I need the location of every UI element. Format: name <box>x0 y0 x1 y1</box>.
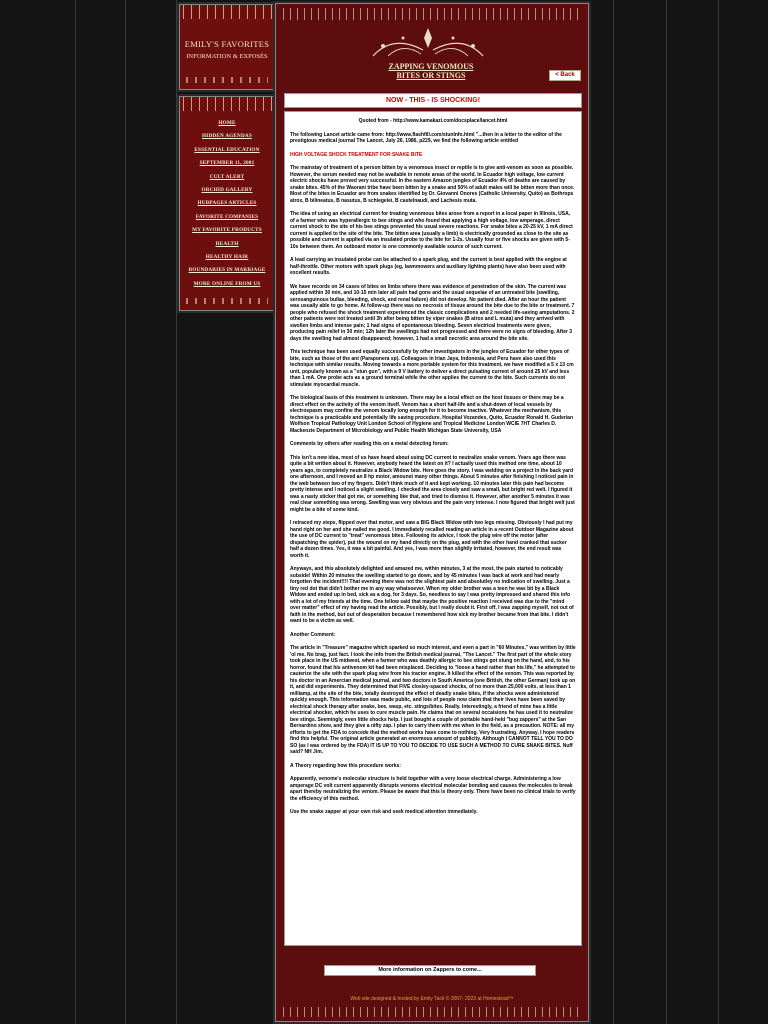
nav-link[interactable]: HEALTHY HAIR <box>205 254 249 261</box>
nav-link[interactable]: HEALTH <box>215 240 239 247</box>
nav-link[interactable]: SEPTEMBER 11, 2001 <box>199 160 255 167</box>
article-paragraph: Comments by others after reading this on a metal detecting forum: <box>290 441 449 447</box>
article-paragraph: The following Lancet article came from: http://www.flashfill.com/stunInfo.html "...then in a letter to the editor of the prestigious medical journal The Lancet, July 26, 1986, p229, we find the following article entitled <box>290 131 562 144</box>
nav-link[interactable]: HOME <box>218 120 236 126</box>
article-paragraph: The mainstay of treatment of a person bitten by a venomous insect or reptile is to give anti-venom as soon as possible. However, the serum needed may not be available in remote areas of the world. In Ecuador high voltage, low current electric shocks have proved very successful. In the eastern Amazon jungles of Ecuador 4% of deaths are caused by snake bites. 45% of the Waorani tribe have been bitten by a snake and 50% of adult males will be bitten more than once. Most of the bites in Ecuador are from snakes identified by Dr. Giovanni Onores (Catholic University, Quito) as Bothrops atrox, B bilineatus, B nasutus, B schlegelei, B castelnaudi, and Lachesis muta. <box>290 165 575 204</box>
nav-link[interactable]: HIDDEN AGENDAS <box>202 133 252 140</box>
ornament-dots <box>186 298 268 304</box>
nav-link[interactable]: MORE ONLINE FROM US <box>193 280 261 287</box>
article-paragraph: The article in "Treasure" magazine which sparked so much interest, and even a part in "60 Minutes," was written by little 'ol me. No brag, just fact. I took the info from the British medical journal, "The Lancet." The first part of the whole story took place in the US midwest, when a farmer who was deathly allergic to bee stings got stung on the hand, and, to his horror, found that his antivenom kit had been misplaced. Deciding to "loose a hand rather than his life," he attempted to cauterize the site with the spark plug wire from his tractor engine. It killed the effect of the venom. This was reported by his doctor in an Amercian medical journal, and two doctors in South America (one British, the other German) took up on it, and did experiments. They determined that FIVE closley-spaced shocks, of no more than 25,000 volts, at less than 1 milliamp, at the site of the bite, totally destroyed the effect of deadly snake bites, if the shocks were administered quickly enough. This information was made public, and lots of people now claim that their lives have been saved by electrical shock therapy after snake, bee, wasp, etc. stings/bites. Really. Interestingly, a friend of mine has a little electrical shocker, which he uses to cure muscle pain. He claims that on several occaisions he has used it to neutralize bee stings. Seemingly, even little shocks help. I just bought a couple of portable hand-held "bug zappers" at the San Bernardino show, and they give a nifty zap. I plan to carry them with me when in the field, as a precaution. NOTE: all my efforts to get the FDA to concede that the method works have come to nothing. Very frustrating. Anyway, I hope readers find this helpful. The original article generated an enormous amount of publicity. Although I CANNOT TELL YOU TO DO SO (as I was ordered by the FDA) IT IS UP TO YOU TO DECIDE TO USE SUCH A METHOD TO CURE SNAKE BITES. Nuff said? NH Jim. <box>290 645 576 755</box>
article-paragraph: The biological basis of this treatment is unknown. There may be a local effect on the host tissues or there may be a direct effect on the activity of the venom itself. Venom has a short half-life and a shut-down of local vessels by electrospasm may confine the venom locally long enough for it to become inactive. Whatever the mechanism, this technique is a practicable and potentially life saving procedure. Hospital Vozandes, Quito, Ecuador Ronald H. Guderian Wolfson Tropical Pathology Unit London School of Hygiene and Tropical Medicine London WCIE 7HT Charles D. Mackenzie Department of Microbiology and Public Health Michigan State University, USA <box>290 395 574 434</box>
article-paragraph: We have records on 34 cases of bites on limbs where there was evidence of penetration of the skin. The current was applied within 30 min, and 10-15 min later all pain had gone and the usual sequelae of an untreated bite (swelling, serosanguinous bullae, bleeding, shock, and renal failure) did not develop. No patient died. After an hour the patient was usually able to go home. At follow-up there was no necrosis of tissue around the bite due to the bite or treatment. 7 people who refused the shock treatment experienced the classic complications and 2 needed life-saving amputations. 2 other patients were not treated until 3h after being bitten by viper snakes (B atrox and L muta) and they arrived with swollen limbs and intense pain; 1 had signs of spontaneous bleeding. Seven electrical treatments were given, producing pain relief in 30 min; 12h later the swellings had not progressed and there were no signs of bleeding. After 3 days the swelling had almost disappeared; however, 1 had a small necrotic area around the bite site. <box>290 283 575 342</box>
nav-link[interactable]: HUBPAGES ARTICLES <box>197 200 257 207</box>
sidebar <box>179 4 275 311</box>
nav-link[interactable]: FAVORITE COMPANIES <box>195 213 259 220</box>
article-paragraph: I retraced my steps, flipped over that motor, and saw a BIG Black Widow with two legs missing. Obviously I had put my hand right on her and she nailed me good. I immediately recalled reading an article in a recent Outdoor Magazine about the use of DC current to "treat" venomous bites. Following its advice, I took the plug wire off the motor (after dispatching the spider), put the wound on my hand directly on the plug, and with the other hand cranked that sucker half a dozen times. Yes, it was a bit painful. And yes, I was more than slightly irritated, however, the end result was worth it. <box>290 520 574 559</box>
article-paragraph: This isn't a new idea, most of us have heard about using DC current to neutralize snake venom. Years ago there was quite a bit written about it. However, anybody heard the latest on it? I actually used this method one time, about 10 years ago, to completely neutralize a Black Widow bite. Here goes the story. I was welding on a project in the back yard one afternoon, and I moved an 8 hp motor, amounst many other things. About 5 minutes after finishing I noticed pain in the web between two of my fingers. Didn't think much of it and kept working. 10 minutes later this pain had become pretty intense and I noticed a slight swelling. I checked the area closely and saw a small, but bright red welt. I figured it was a nasty sticker that got me, or something like that, and tried to dismiss it. However, after another 5 minutes it was real clear something was wrong. Swelling was very obvious and the pain very intense. I now figured that bright welt just might be a bite of some kind. <box>290 454 575 513</box>
nav-link[interactable]: ESSENTIAL EDUCATION <box>194 146 260 153</box>
brand-title: EMILY'S FAVORITES <box>184 39 270 49</box>
article-paragraph: Use the snake zapper at your own risk and seek medical attention immediately. <box>290 809 478 815</box>
article-paragraph: A lead carrying an insulated probe can be attached to a spark plug, and the current is best applied with the engine at half-throttle. Other motors with spark plugs (eg, lawnmowers and auxiliary lighting plants) have also been used with excellent results. <box>290 257 567 276</box>
article-paragraph: Apparently, venome's molecular structure is held together with a very loose electrical charge. Administering a low amperage DC volt current apparently disrupts venoms electrical molecular bonding and causes the molecules to break apart thereby neutralizing the venom. Please be aware that this is theory only. There have been no clinical trials to verify the efficiency of this method. <box>290 776 576 802</box>
article-paragraph: Anyways, and this absolutely delighted and amazed me, within minutes, 3 at the most, the pain started to noticably subside! Within 20 minutes the swelling started to go down, and by 45 minutes I was back at work and had nearly forgotten the incident!!!! That evening there was not the slightest pain and absolutley no indication of swelling. Just a tiny red dot that didn't bother me in any way whatsoever. When my older brother was a teen he was bit by a Black Widow and ended up in bed, sick as a dog, for 3 days. So, needless to say I was pretty impressed and shared this info with a lot of my friends at the time. One fellow said that maybe the positive reaction I received was due to the "mind over matter" effect of my having read the article. Possibly, but I really doubt it. First off, I was zapping myself, not out of faith in the method, but out of desperation because I remembered how sick my brother became from that bite. I didn't want to be a victim as well. <box>290 566 574 624</box>
article-paragraph: This technique has been used equally successfully by other investigators in the jungles of Ecuador for other types of bite, such as those of the ant (Paraponera sp). Colleagues in Irian Jaya, Indonesia, and Peru have also used this technique with similar results. Moving towards a more portable system for this treatment, we have modified a 5 x 13 cm unit, popularly known as a "stun gun", with a 9 V battery to deliver a direct pulsating current of around 25 kV and less than 1 mA. One probe acts as a ground terminal while the other applies the current to the bite. Such currents do not stimulate myocardial muscle. <box>290 349 574 388</box>
nav-list <box>180 111 274 291</box>
page-title-line1: ZAPPING VENOMOUS <box>388 62 474 71</box>
article-paragraph: The idea of using an electrical current for treating venomous bites arose from a report in a local paper in Illinois, USA, of a farmer who was hyperallergic to bee stings and who found that applying a high voltage, low amperage, direct current shock to the site of his bee stings prevented his usual severe reactions. For snake bites a 20-25 kV, 1 mA direct current is applied to the site of the bite. The bitten area (usually a limb) is electrically grounded as close to the site as possible and current is applied via an insulated probe to the bite for 1-2s. Usually four or five shocks are given with 5-10s between them. An outboard motor is one commonly available source of such current. <box>290 211 573 250</box>
brand-subtitle: INFORMATION & EXPOSÉS <box>186 53 268 60</box>
ornament-border <box>180 97 274 111</box>
more-info-box: More information on Zappers to come... <box>324 965 536 976</box>
ornament-border <box>180 5 274 19</box>
article-paragraph: Another Comment: <box>290 631 336 638</box>
article-paragraph: A Theory regarding how this procedure works: <box>290 762 401 769</box>
footer-credit[interactable]: Web site designed & hosted by Emily Tack © 2007- 2022 at Homestead™ <box>350 996 514 1002</box>
brand-panel <box>179 4 275 90</box>
article-paragraph: HIGH VOLTAGE SHOCK TREATMENT FOR SNAKE BITE <box>290 151 423 158</box>
back-button[interactable]: < Back <box>549 70 581 81</box>
page-title <box>356 62 506 80</box>
nav-link[interactable]: MY FAVORITE PRODUCTS <box>192 227 262 234</box>
ornament-border <box>280 8 584 20</box>
nav-panel <box>179 96 275 311</box>
nav-link[interactable]: CULT ALERT <box>209 173 245 180</box>
ornament-crest-icon <box>363 26 493 62</box>
page-title-line2: BITES OR STINGS <box>396 71 466 80</box>
article-content <box>284 111 582 946</box>
article-paragraphs <box>290 132 576 816</box>
ornament-border <box>280 1007 584 1017</box>
ornament-dots <box>186 77 268 83</box>
main-panel <box>275 3 589 1022</box>
shocking-banner: NOW - THIS - IS SHOCKING! <box>284 93 582 108</box>
quoted-source: Quoted from - http://www.kamakazi.com/docsplace/lancet.html <box>358 118 508 124</box>
nav-link[interactable]: ORCHID GALLERY <box>201 187 253 194</box>
nav-link[interactable]: BOUNDARIES IN MARRIAGE <box>188 267 266 274</box>
